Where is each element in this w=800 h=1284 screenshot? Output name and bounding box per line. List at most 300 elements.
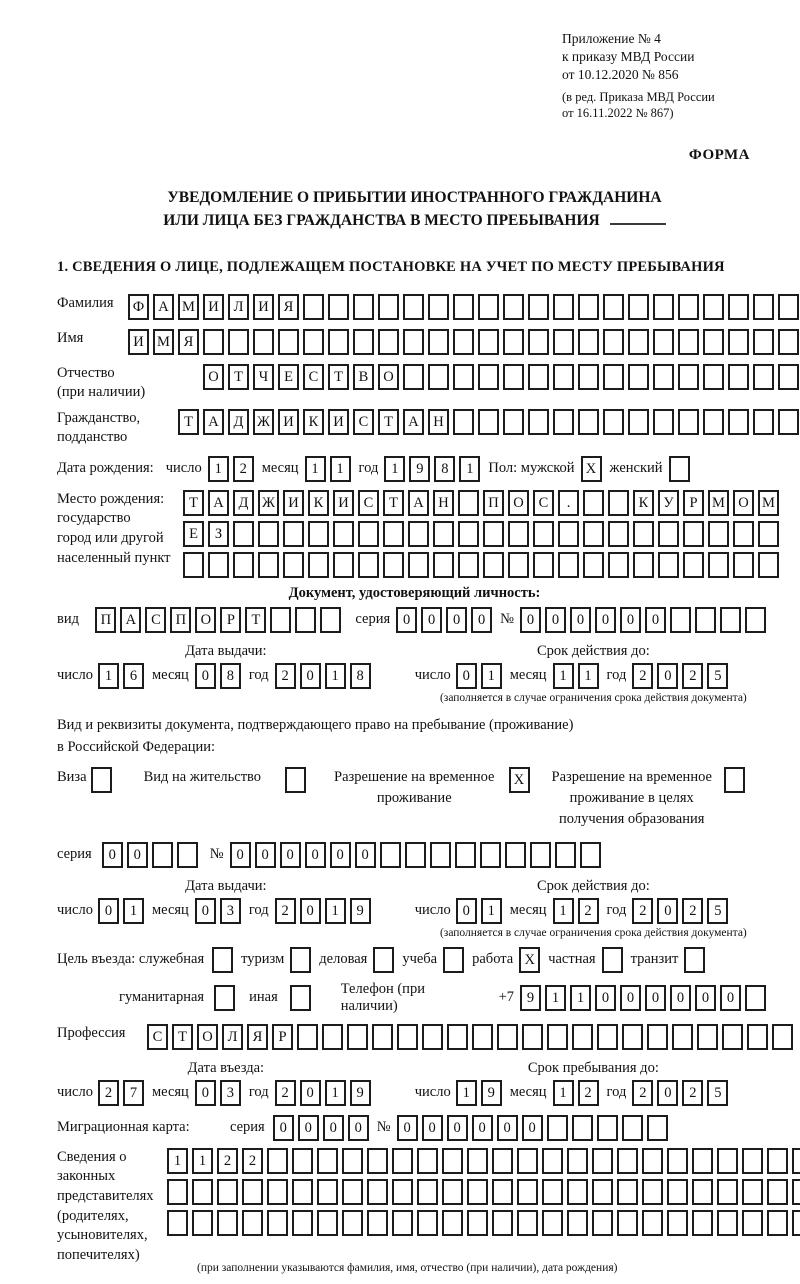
char-cell[interactable]: Т — [183, 490, 204, 516]
char-cell[interactable]: 1 — [578, 663, 599, 689]
char-cell[interactable]: Ж — [258, 490, 279, 516]
char-cell[interactable] — [572, 1024, 593, 1050]
char-cell[interactable] — [753, 294, 774, 320]
char-cell[interactable] — [628, 294, 649, 320]
char-cell[interactable] — [367, 1179, 388, 1205]
char-cell[interactable] — [478, 409, 499, 435]
char-cell[interactable] — [453, 409, 474, 435]
char-cell[interactable]: С — [353, 409, 374, 435]
char-cell[interactable]: 1 — [192, 1148, 213, 1174]
char-cell[interactable]: 2 — [275, 898, 296, 924]
char-cell[interactable] — [217, 1210, 238, 1236]
char-cell[interactable]: 0 — [620, 985, 641, 1011]
char-cell[interactable]: Т — [383, 490, 404, 516]
char-cell[interactable]: 0 — [255, 842, 276, 868]
char-cell[interactable]: О — [203, 364, 224, 390]
char-cell[interactable]: 0 — [323, 1115, 344, 1141]
char-cell[interactable]: С — [533, 490, 554, 516]
char-cell[interactable]: А — [153, 294, 174, 320]
char-cell[interactable] — [658, 521, 679, 547]
char-cell[interactable] — [553, 409, 574, 435]
char-cell[interactable] — [758, 552, 779, 578]
char-cell[interactable] — [217, 1179, 238, 1205]
char-cell[interactable] — [183, 552, 204, 578]
char-cell[interactable]: О — [378, 364, 399, 390]
char-cell[interactable]: 0 — [422, 1115, 443, 1141]
char-cell[interactable] — [522, 1024, 543, 1050]
char-cell[interactable] — [678, 364, 699, 390]
char-cell[interactable] — [478, 329, 499, 355]
char-cell[interactable] — [728, 409, 749, 435]
char-cell[interactable]: 2 — [275, 663, 296, 689]
char-cell[interactable]: В — [353, 364, 374, 390]
char-cell[interactable] — [467, 1148, 488, 1174]
char-cell[interactable]: З — [208, 521, 229, 547]
char-cell[interactable] — [778, 409, 799, 435]
char-cell[interactable] — [684, 947, 705, 973]
char-cell[interactable] — [508, 521, 529, 547]
char-cell[interactable] — [528, 294, 549, 320]
char-cell[interactable]: 8 — [350, 663, 371, 689]
char-cell[interactable]: И — [328, 409, 349, 435]
char-cell[interactable] — [628, 409, 649, 435]
char-cell[interactable]: 2 — [275, 1080, 296, 1106]
char-cell[interactable] — [767, 1148, 788, 1174]
char-cell[interactable]: 2 — [682, 663, 703, 689]
char-cell[interactable] — [433, 521, 454, 547]
char-cell[interactable] — [328, 294, 349, 320]
char-cell[interactable] — [467, 1179, 488, 1205]
char-cell[interactable] — [658, 552, 679, 578]
char-cell[interactable] — [322, 1024, 343, 1050]
char-cell[interactable] — [580, 842, 601, 868]
char-cell[interactable] — [342, 1148, 363, 1174]
char-cell[interactable]: 0 — [348, 1115, 369, 1141]
char-cell[interactable]: 1 — [330, 456, 351, 482]
char-cell[interactable] — [192, 1179, 213, 1205]
char-cell[interactable]: М — [153, 329, 174, 355]
char-cell[interactable] — [792, 1148, 800, 1174]
char-cell[interactable] — [403, 294, 424, 320]
char-cell[interactable] — [177, 842, 198, 868]
char-cell[interactable] — [567, 1148, 588, 1174]
char-cell[interactable] — [528, 329, 549, 355]
char-cell[interactable]: 0 — [300, 663, 321, 689]
char-cell[interactable]: 9 — [350, 1080, 371, 1106]
char-cell[interactable] — [742, 1179, 763, 1205]
char-cell[interactable] — [622, 1115, 643, 1141]
char-cell[interactable]: Н — [428, 409, 449, 435]
char-cell[interactable] — [653, 409, 674, 435]
char-cell[interactable]: У — [658, 490, 679, 516]
char-cell[interactable] — [583, 490, 604, 516]
char-cell[interactable] — [547, 1115, 568, 1141]
char-cell[interactable] — [353, 329, 374, 355]
char-cell[interactable] — [383, 552, 404, 578]
char-cell[interactable] — [530, 842, 551, 868]
char-cell[interactable] — [242, 1179, 263, 1205]
char-cell[interactable] — [283, 521, 304, 547]
char-cell[interactable] — [467, 1210, 488, 1236]
char-cell[interactable] — [472, 1024, 493, 1050]
char-cell[interactable]: 0 — [595, 985, 616, 1011]
char-cell[interactable]: 0 — [330, 842, 351, 868]
char-cell[interactable] — [667, 1210, 688, 1236]
char-cell[interactable]: 0 — [446, 607, 467, 633]
char-cell[interactable] — [553, 364, 574, 390]
char-cell[interactable]: 9 — [481, 1080, 502, 1106]
char-cell[interactable] — [358, 521, 379, 547]
char-cell[interactable] — [633, 521, 654, 547]
char-cell[interactable]: 1 — [481, 898, 502, 924]
char-cell[interactable]: Т — [245, 607, 266, 633]
char-cell[interactable]: 1 — [384, 456, 405, 482]
char-cell[interactable] — [428, 329, 449, 355]
char-cell[interactable] — [653, 364, 674, 390]
char-cell[interactable]: К — [303, 409, 324, 435]
char-cell[interactable] — [547, 1024, 568, 1050]
char-cell[interactable] — [417, 1179, 438, 1205]
char-cell[interactable]: 2 — [233, 456, 254, 482]
char-cell[interactable]: 0 — [298, 1115, 319, 1141]
char-cell[interactable] — [397, 1024, 418, 1050]
char-cell[interactable]: Р — [683, 490, 704, 516]
char-cell[interactable]: П — [170, 607, 191, 633]
char-cell[interactable] — [483, 521, 504, 547]
char-cell[interactable] — [308, 521, 329, 547]
char-cell[interactable] — [608, 521, 629, 547]
char-cell[interactable]: 8 — [434, 456, 455, 482]
char-cell[interactable] — [692, 1179, 713, 1205]
char-cell[interactable] — [258, 521, 279, 547]
char-cell[interactable] — [708, 552, 729, 578]
char-cell[interactable] — [492, 1179, 513, 1205]
char-cell[interactable] — [317, 1148, 338, 1174]
char-cell[interactable] — [320, 607, 341, 633]
char-cell[interactable] — [453, 364, 474, 390]
char-cell[interactable] — [553, 329, 574, 355]
char-cell[interactable] — [422, 1024, 443, 1050]
char-cell[interactable] — [753, 329, 774, 355]
char-cell[interactable] — [347, 1024, 368, 1050]
char-cell[interactable] — [728, 364, 749, 390]
char-cell[interactable] — [728, 294, 749, 320]
char-cell[interactable] — [492, 1148, 513, 1174]
char-cell[interactable] — [542, 1148, 563, 1174]
char-cell[interactable]: М — [178, 294, 199, 320]
char-cell[interactable] — [455, 842, 476, 868]
char-cell[interactable]: Е — [183, 521, 204, 547]
char-cell[interactable] — [555, 842, 576, 868]
char-cell[interactable] — [408, 552, 429, 578]
char-cell[interactable]: 3 — [220, 1080, 241, 1106]
char-cell[interactable]: 2 — [217, 1148, 238, 1174]
char-cell[interactable] — [428, 294, 449, 320]
char-cell[interactable] — [91, 767, 112, 793]
char-cell[interactable] — [443, 947, 464, 973]
char-cell[interactable]: 0 — [657, 1080, 678, 1106]
char-cell[interactable]: 1 — [456, 1080, 477, 1106]
char-cell[interactable] — [403, 364, 424, 390]
char-cell[interactable] — [528, 364, 549, 390]
char-cell[interactable]: 0 — [273, 1115, 294, 1141]
char-cell[interactable] — [542, 1179, 563, 1205]
char-cell[interactable] — [603, 409, 624, 435]
char-cell[interactable] — [192, 1210, 213, 1236]
char-cell[interactable]: 2 — [682, 1080, 703, 1106]
char-cell[interactable] — [717, 1148, 738, 1174]
char-cell[interactable]: И — [203, 294, 224, 320]
char-cell[interactable] — [342, 1179, 363, 1205]
char-cell[interactable] — [717, 1179, 738, 1205]
char-cell[interactable]: 0 — [456, 663, 477, 689]
char-cell[interactable] — [567, 1210, 588, 1236]
char-cell[interactable] — [642, 1179, 663, 1205]
char-cell[interactable]: Т — [178, 409, 199, 435]
char-cell[interactable]: 0 — [595, 607, 616, 633]
char-cell[interactable]: Л — [228, 294, 249, 320]
char-cell[interactable] — [653, 294, 674, 320]
char-cell[interactable]: 0 — [98, 898, 119, 924]
char-cell[interactable]: X — [519, 947, 540, 973]
char-cell[interactable] — [383, 521, 404, 547]
char-cell[interactable]: 0 — [447, 1115, 468, 1141]
char-cell[interactable]: Т — [328, 364, 349, 390]
char-cell[interactable]: 9 — [520, 985, 541, 1011]
char-cell[interactable]: И — [333, 490, 354, 516]
char-cell[interactable] — [742, 1210, 763, 1236]
char-cell[interactable]: Д — [233, 490, 254, 516]
char-cell[interactable] — [592, 1210, 613, 1236]
char-cell[interactable] — [428, 364, 449, 390]
char-cell[interactable] — [592, 1179, 613, 1205]
char-cell[interactable] — [203, 329, 224, 355]
char-cell[interactable]: Е — [278, 364, 299, 390]
char-cell[interactable] — [458, 552, 479, 578]
char-cell[interactable] — [778, 329, 799, 355]
char-cell[interactable]: К — [308, 490, 329, 516]
char-cell[interactable] — [633, 552, 654, 578]
char-cell[interactable] — [483, 552, 504, 578]
char-cell[interactable]: 3 — [220, 898, 241, 924]
char-cell[interactable] — [372, 1024, 393, 1050]
char-cell[interactable] — [703, 294, 724, 320]
char-cell[interactable]: П — [95, 607, 116, 633]
char-cell[interactable] — [447, 1024, 468, 1050]
char-cell[interactable]: 2 — [632, 898, 653, 924]
char-cell[interactable] — [367, 1210, 388, 1236]
char-cell[interactable] — [403, 329, 424, 355]
char-cell[interactable] — [767, 1179, 788, 1205]
char-cell[interactable] — [497, 1024, 518, 1050]
char-cell[interactable]: 0 — [195, 898, 216, 924]
char-cell[interactable] — [717, 1210, 738, 1236]
char-cell[interactable] — [328, 329, 349, 355]
char-cell[interactable] — [724, 767, 745, 793]
char-cell[interactable]: Ф — [128, 294, 149, 320]
char-cell[interactable] — [392, 1148, 413, 1174]
char-cell[interactable] — [578, 364, 599, 390]
char-cell[interactable] — [267, 1210, 288, 1236]
char-cell[interactable]: 2 — [682, 898, 703, 924]
char-cell[interactable] — [517, 1210, 538, 1236]
char-cell[interactable]: И — [128, 329, 149, 355]
char-cell[interactable]: 2 — [578, 898, 599, 924]
char-cell[interactable] — [720, 607, 741, 633]
char-cell[interactable]: Я — [178, 329, 199, 355]
char-cell[interactable] — [405, 842, 426, 868]
char-cell[interactable] — [392, 1179, 413, 1205]
char-cell[interactable] — [597, 1024, 618, 1050]
char-cell[interactable] — [208, 552, 229, 578]
char-cell[interactable]: А — [208, 490, 229, 516]
char-cell[interactable]: Т — [228, 364, 249, 390]
char-cell[interactable]: 6 — [123, 663, 144, 689]
char-cell[interactable]: И — [278, 409, 299, 435]
char-cell[interactable] — [478, 364, 499, 390]
char-cell[interactable] — [767, 1210, 788, 1236]
char-cell[interactable] — [283, 552, 304, 578]
char-cell[interactable] — [583, 521, 604, 547]
char-cell[interactable] — [503, 409, 524, 435]
char-cell[interactable]: 1 — [481, 663, 502, 689]
char-cell[interactable] — [480, 842, 501, 868]
char-cell[interactable]: М — [708, 490, 729, 516]
char-cell[interactable]: 0 — [102, 842, 123, 868]
char-cell[interactable]: 0 — [195, 1080, 216, 1106]
char-cell[interactable] — [417, 1148, 438, 1174]
char-cell[interactable] — [628, 329, 649, 355]
char-cell[interactable]: Т — [172, 1024, 193, 1050]
char-cell[interactable]: Я — [278, 294, 299, 320]
char-cell[interactable] — [647, 1115, 668, 1141]
char-cell[interactable] — [292, 1179, 313, 1205]
char-cell[interactable]: 2 — [98, 1080, 119, 1106]
char-cell[interactable] — [753, 364, 774, 390]
char-cell[interactable]: 0 — [456, 898, 477, 924]
char-cell[interactable] — [408, 521, 429, 547]
char-cell[interactable]: И — [283, 490, 304, 516]
char-cell[interactable]: 1 — [325, 1080, 346, 1106]
char-cell[interactable] — [758, 521, 779, 547]
char-cell[interactable] — [358, 552, 379, 578]
char-cell[interactable] — [308, 552, 329, 578]
char-cell[interactable] — [692, 1148, 713, 1174]
char-cell[interactable]: X — [509, 767, 530, 793]
char-cell[interactable] — [508, 552, 529, 578]
char-cell[interactable] — [253, 329, 274, 355]
char-cell[interactable] — [733, 521, 754, 547]
char-cell[interactable] — [597, 1115, 618, 1141]
char-cell[interactable] — [603, 364, 624, 390]
char-cell[interactable] — [622, 1024, 643, 1050]
char-cell[interactable]: А — [403, 409, 424, 435]
char-cell[interactable]: С — [147, 1024, 168, 1050]
char-cell[interactable] — [672, 1024, 693, 1050]
char-cell[interactable]: 1 — [553, 663, 574, 689]
char-cell[interactable] — [292, 1210, 313, 1236]
char-cell[interactable]: 1 — [208, 456, 229, 482]
char-cell[interactable] — [558, 521, 579, 547]
char-cell[interactable]: 0 — [670, 985, 691, 1011]
char-cell[interactable] — [747, 1024, 768, 1050]
char-cell[interactable] — [292, 1148, 313, 1174]
char-cell[interactable]: 0 — [520, 607, 541, 633]
char-cell[interactable] — [270, 607, 291, 633]
char-cell[interactable]: 0 — [720, 985, 741, 1011]
char-cell[interactable] — [778, 364, 799, 390]
char-cell[interactable] — [233, 552, 254, 578]
char-cell[interactable]: С — [303, 364, 324, 390]
char-cell[interactable]: 1 — [553, 898, 574, 924]
char-cell[interactable] — [295, 607, 316, 633]
char-cell[interactable] — [678, 409, 699, 435]
char-cell[interactable] — [430, 842, 451, 868]
char-cell[interactable] — [708, 521, 729, 547]
char-cell[interactable] — [592, 1148, 613, 1174]
char-cell[interactable]: 5 — [707, 663, 728, 689]
char-cell[interactable] — [567, 1179, 588, 1205]
char-cell[interactable]: 1 — [459, 456, 480, 482]
char-cell[interactable]: 0 — [230, 842, 251, 868]
char-cell[interactable]: Р — [272, 1024, 293, 1050]
char-cell[interactable]: . — [558, 490, 579, 516]
char-cell[interactable] — [669, 456, 690, 482]
char-cell[interactable] — [167, 1210, 188, 1236]
char-cell[interactable] — [212, 947, 233, 973]
char-cell[interactable] — [683, 552, 704, 578]
char-cell[interactable]: 5 — [707, 1080, 728, 1106]
char-cell[interactable]: 0 — [355, 842, 376, 868]
char-cell[interactable] — [152, 842, 173, 868]
char-cell[interactable]: 9 — [409, 456, 430, 482]
char-cell[interactable] — [703, 409, 724, 435]
char-cell[interactable] — [578, 409, 599, 435]
char-cell[interactable] — [278, 329, 299, 355]
char-cell[interactable]: 1 — [325, 898, 346, 924]
char-cell[interactable] — [703, 329, 724, 355]
char-cell[interactable] — [722, 1024, 743, 1050]
char-cell[interactable] — [553, 294, 574, 320]
char-cell[interactable]: О — [733, 490, 754, 516]
char-cell[interactable]: 0 — [645, 985, 666, 1011]
char-cell[interactable] — [683, 521, 704, 547]
char-cell[interactable]: 0 — [570, 607, 591, 633]
char-cell[interactable] — [745, 607, 766, 633]
char-cell[interactable] — [378, 329, 399, 355]
char-cell[interactable]: 0 — [645, 607, 666, 633]
char-cell[interactable] — [602, 947, 623, 973]
char-cell[interactable]: 9 — [350, 898, 371, 924]
char-cell[interactable]: 1 — [553, 1080, 574, 1106]
char-cell[interactable] — [792, 1179, 800, 1205]
char-cell[interactable]: 1 — [98, 663, 119, 689]
char-cell[interactable]: М — [758, 490, 779, 516]
char-cell[interactable] — [678, 294, 699, 320]
char-cell[interactable] — [285, 767, 306, 793]
char-cell[interactable]: А — [408, 490, 429, 516]
char-cell[interactable]: X — [581, 456, 602, 482]
char-cell[interactable]: 1 — [570, 985, 591, 1011]
char-cell[interactable]: О — [197, 1024, 218, 1050]
char-cell[interactable]: 0 — [657, 663, 678, 689]
char-cell[interactable] — [542, 1210, 563, 1236]
char-cell[interactable]: Т — [378, 409, 399, 435]
char-cell[interactable] — [317, 1210, 338, 1236]
char-cell[interactable] — [667, 1148, 688, 1174]
char-cell[interactable] — [503, 329, 524, 355]
char-cell[interactable] — [342, 1210, 363, 1236]
